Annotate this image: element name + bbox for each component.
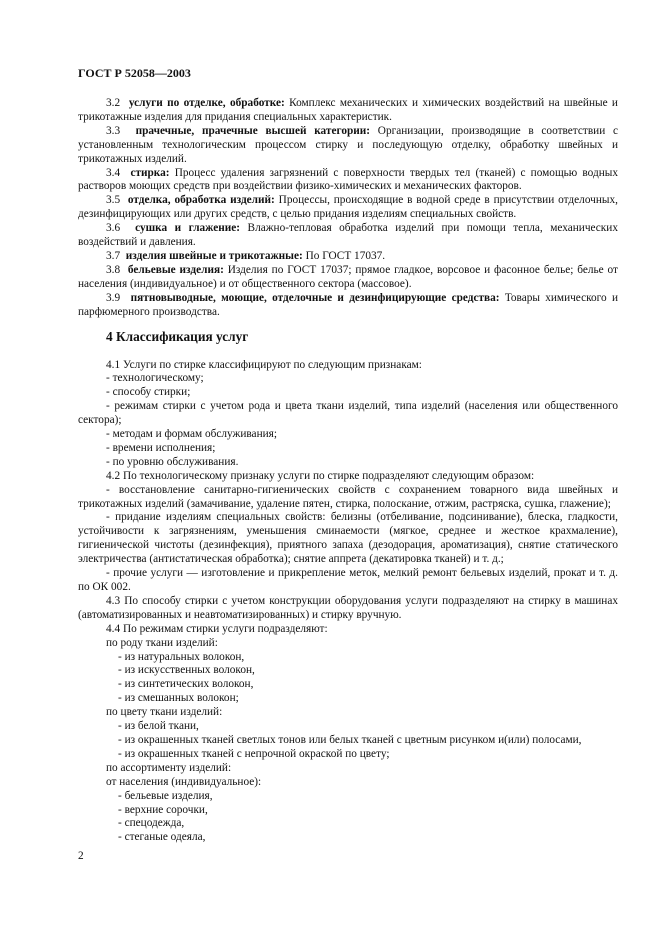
list-item: - стеганые одеяла, (118, 831, 206, 844)
list-item: - прочие услуги — изготовление и прикрепление меток, мелкий ремонт бельевых изделий, прокат и т. д. по ОК 002. (78, 567, 618, 593)
document-header: ГОСТ Р 52058—2003 (78, 66, 191, 80)
list-item: - из окрашенных тканей с непрочной окраской по цвету; (118, 747, 390, 760)
list-item: - режимам стирки с учетом рода и цвета ткани изделий, типа изделий (населения или общественного сектора); (78, 400, 618, 427)
definition-3-8: 3.8 бельевые изделия: Изделия по ГОСТ 17037; прямое гладкое, ворсовое и фасонное белье; белье от населения (индивидуальное) и от общественного сектора (массовое). (78, 263, 618, 290)
assortment-label: по ассортименту изделий: (106, 761, 232, 774)
list-item: - из синтетических волокон, (118, 678, 254, 691)
list-item: - спецодежда, (118, 817, 185, 830)
population-label: от населения (индивидуальное): (106, 775, 262, 788)
paragraph-4-4: 4.4 По режимам стирки услуги подразделяют: (106, 622, 328, 635)
definition-3-3: 3.3 прачечные, прачечные высшей категории: Организации, производящие в соответствии с установленным технологическим процессом стирку и последующую отделку, обработку швейных и трикотажных изделий. (78, 124, 618, 165)
paragraph-4-2: 4.2 По технологическому признаку услуги по стирке подразделяют следующим образом: (106, 469, 535, 482)
definition-3-7: 3.7 изделия швейные и трикотажные: По ГОСТ 17037. (106, 249, 386, 262)
list-item: - из натуральных волокон, (118, 650, 245, 663)
fabric-color-label: по цвету ткани изделий: (106, 706, 223, 719)
definition-3-9: 3.9 пятновыводные, моющие, отделочные и дезинфицирующие средства: Товары химического и парфюмерного производства. (78, 291, 618, 318)
list-item: - верхние сорочки, (118, 803, 208, 816)
definitions-list (78, 97, 618, 320)
paragraph-4-1: 4.1 Услуги по стирке классифицируют по следующим признакам: (106, 358, 422, 371)
list-item: - из окрашенных тканей светлых тонов или белых тканей с цветным рисунком и(или) полосами, (118, 733, 582, 746)
page-number: 2 (78, 850, 84, 862)
list-item: - способу стирки; (106, 386, 191, 399)
list-item: - времени исполнения; (106, 441, 216, 454)
list-item: - из белой ткани, (118, 720, 199, 733)
list-item: - из искусственных волокон, (118, 664, 255, 677)
page-content (78, 97, 618, 845)
definition-3-2: 3.2 услуги по отделке, обработке: Комплекс механических и химических воздействий на швейные и трикотажные изделия для придания специальных характеристик. (78, 97, 618, 123)
list-item: - бельевые изделия, (118, 789, 213, 802)
list-item: - восстановление санитарно-гигиенических свойств с сохранением товарного вида швейных и трикотажных изделий (замачивание, удаление пятен, стирка, полоскание, отжим, растряска, сушка, глажение); (78, 483, 618, 510)
definition-3-5: 3.5 отделка, обработка изделий: Процессы, происходящие в водной среде в присутствии отделочных, дезинфицирующих или других средств, с целью придания изделиям специальных свойств. (78, 194, 618, 221)
list-item: - по уровню обслуживания. (106, 455, 239, 468)
definition-3-6: 3.6 сушка и глажение: Влажно-тепловая обработка изделий при помощи тепла, механических воздействий и давления. (78, 222, 618, 249)
list-item: - методам и формам обслуживания; (106, 428, 277, 441)
list-item: - технологическому; (106, 372, 204, 385)
fabric-kind-label: по роду ткани изделий: (106, 636, 218, 649)
list-item: - придание изделиям специальных свойств: белизны (отбеливание, подсинивание), блеска, гладкости, устойчивости к загрязнениям, уменьшения сминаемости (мягкое, среднее и жесткое крахмаление), гигиенической чистоты (дезинфекция), приятного запаха (дезодорация, ароматизация), снятие статического электричества (антистатическая обработка); снятие аппрета (декатировка тканей) и т. д.; (78, 511, 618, 566)
paragraph-4-3: 4.3 По способу стирки с учетом конструкции оборудования услуги подразделяют на стирку в машинах (автоматизированных и неавтоматизированных) и стирку вручную. (78, 594, 618, 621)
definition-3-4: 3.4 стирка: Процесс удаления загрязнений с поверхности твердых тел (тканей) с помощью водных растворов моющих средств при воздействии физико-химических и механических факторов. (78, 166, 619, 193)
section-title: 4 Классификация услуг (106, 328, 249, 344)
list-item: - из смешанных волокон; (118, 692, 239, 705)
